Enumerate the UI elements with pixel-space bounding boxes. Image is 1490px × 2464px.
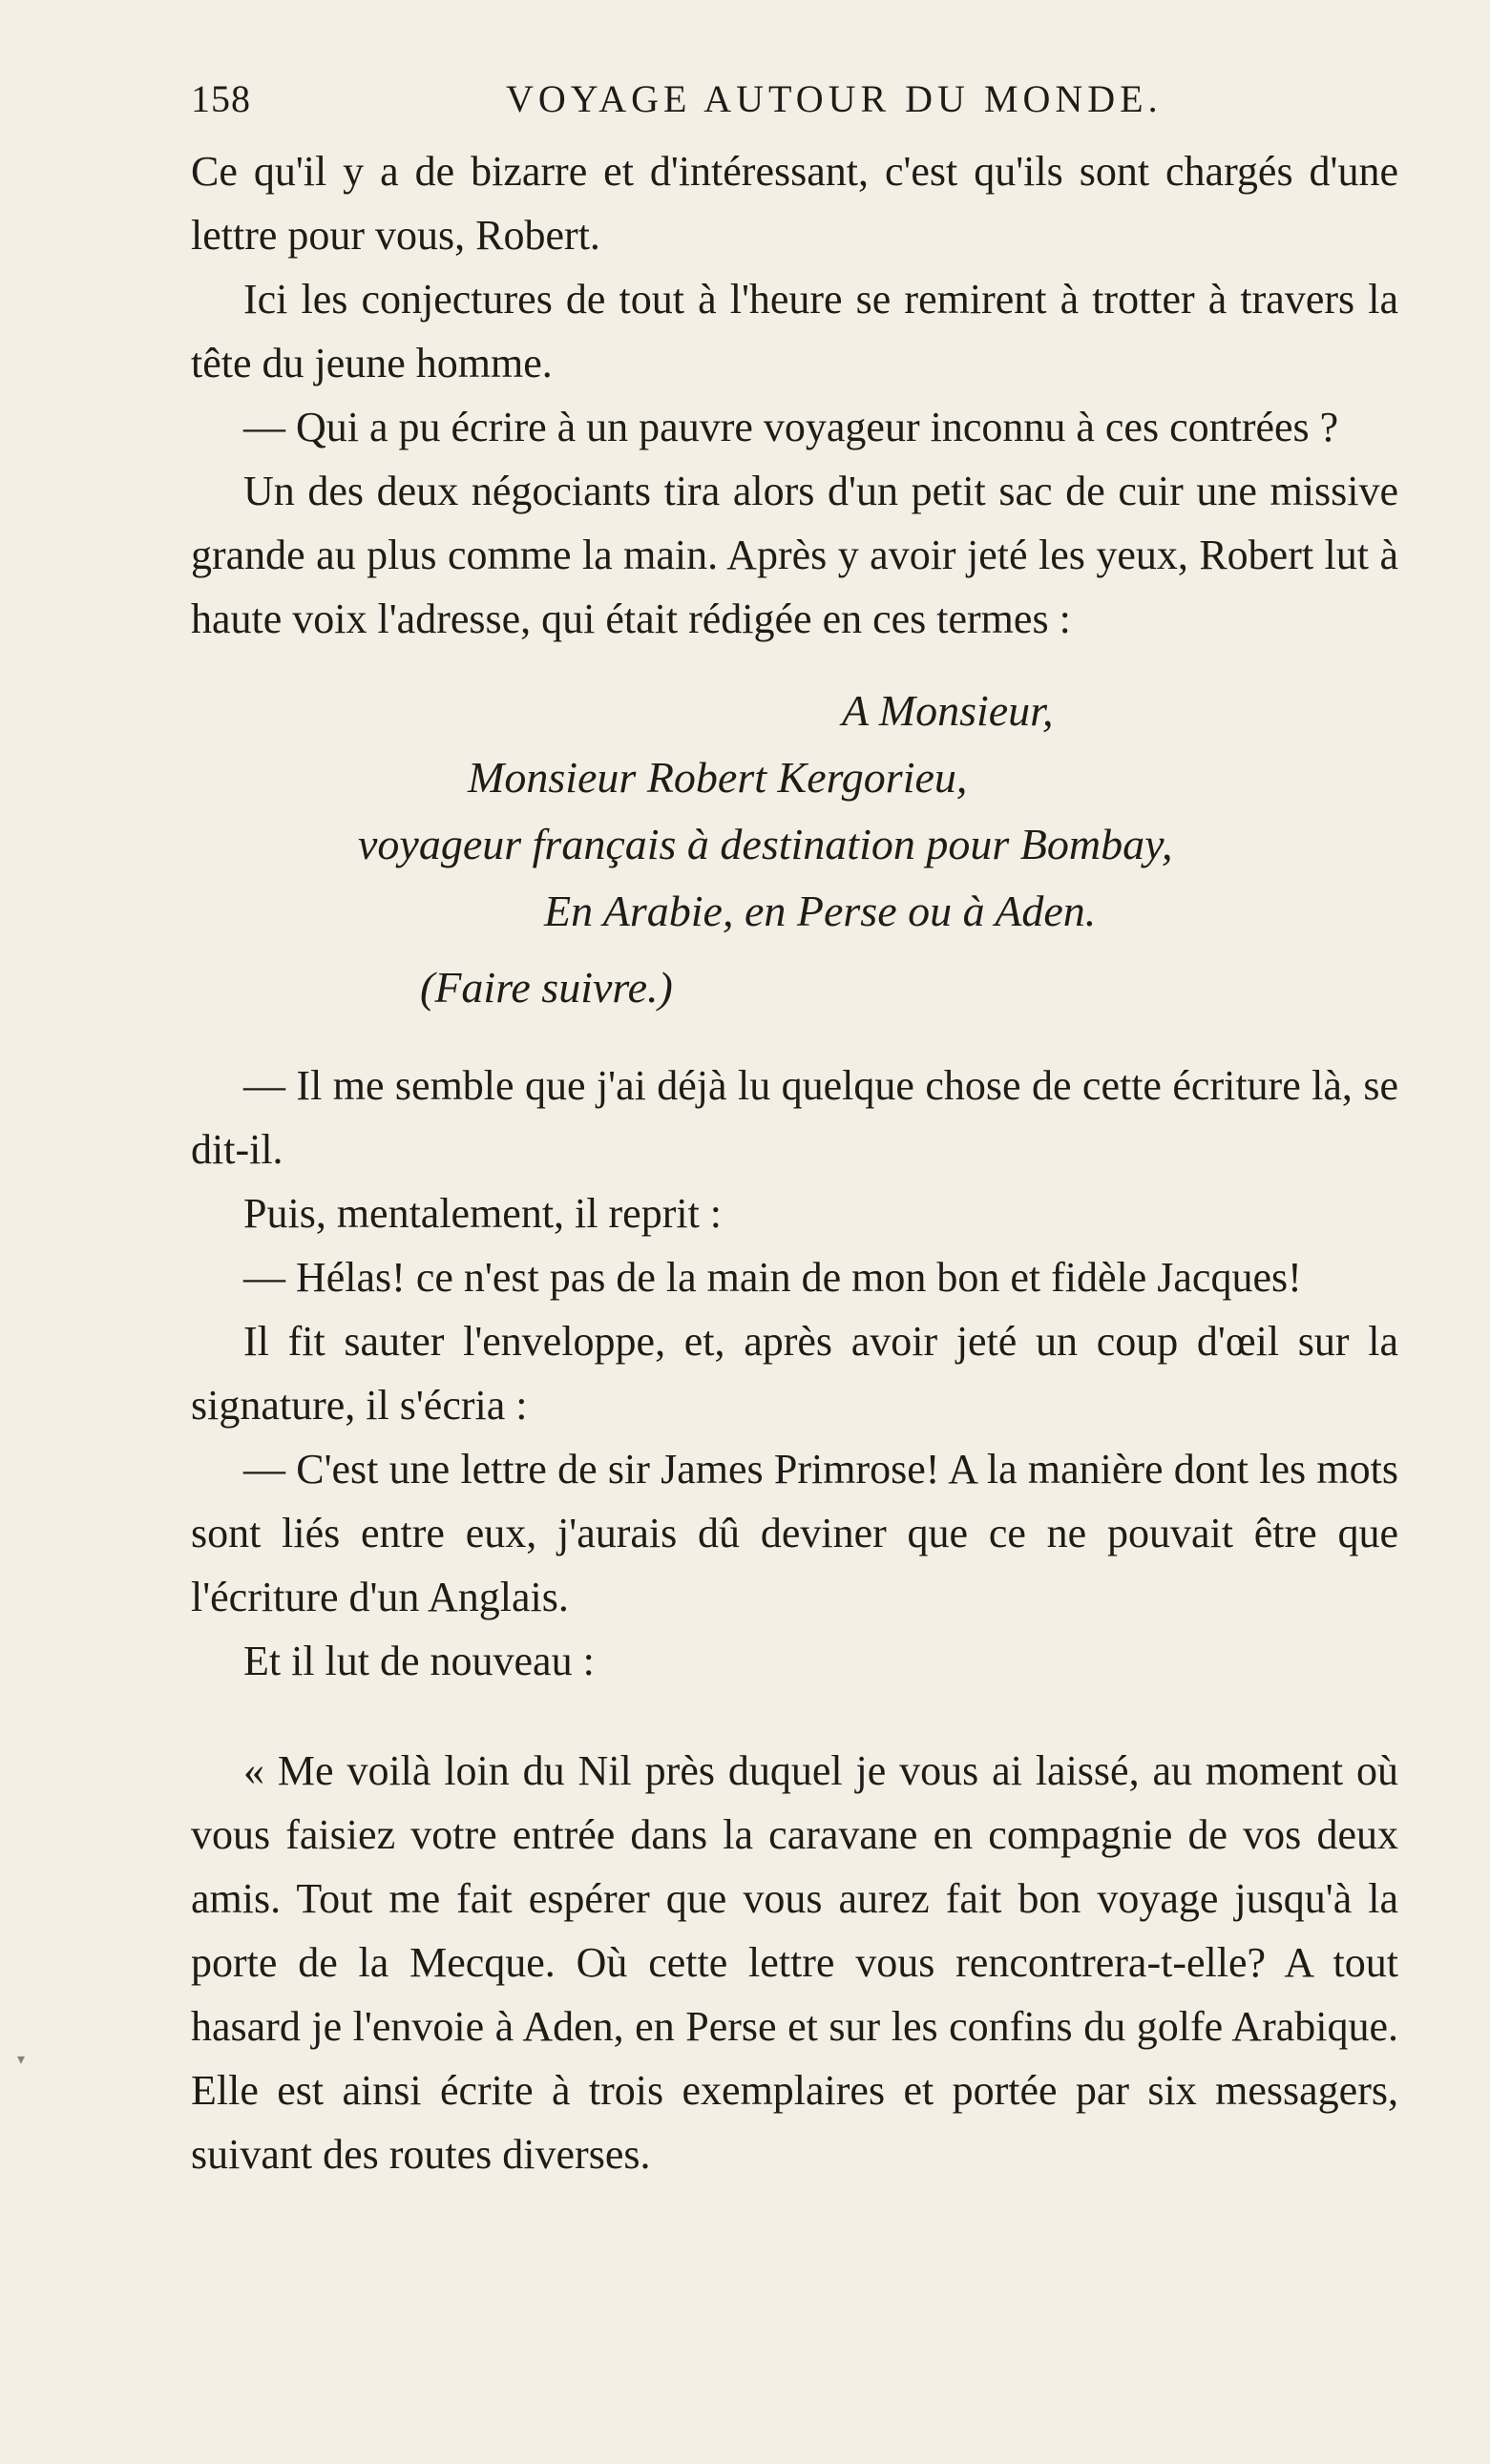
address-note: (Faire suivre.) (420, 963, 673, 1012)
paragraph: Et il lut de nouveau : (243, 1638, 595, 1684)
address-line: A Monsieur, (842, 686, 1054, 735)
paragraph: Il fit sauter l'enveloppe, et, après avoir jeté un coup d'œil sur la signature, il s'écria : (191, 1318, 1398, 1429)
paragraph: Puis, mentalement, il reprit : (243, 1190, 723, 1237)
letter-address (191, 678, 1398, 1021)
margin-mark-icon: ▾ (17, 2052, 26, 2068)
paragraph: Ce qu'il y a de bizarre et d'intéressant, c'est qu'ils sont chargés d'une lettre pour vous, Robert. (191, 148, 1398, 259)
paragraph: — Il me semble que j'ai déjà lu quelque chose de cette écriture là, se dit-il. (191, 1062, 1398, 1173)
running-head (191, 76, 1375, 134)
paragraph: Ici les conjectures de tout à l'heure se remirent à trotter à travers la tête du jeune homme. (191, 276, 1398, 386)
body-text (191, 139, 1398, 2186)
paragraph: — C'est une lettre de sir James Primrose! A la manière dont les mots sont liés entre eux, j'aurais dû deviner que ce ne pouvait être que l'écriture d'un Anglais. (191, 1446, 1398, 1620)
letter-text: « Me voilà loin du Nil près duquel je vous ai laissé, au moment où vous faisiez votre entrée dans la caravane en compagnie de vos deux amis. Tout me fait espérer que vous aurez fait bon voyage jusqu'à la porte de la Mecque. Où cette lettre vous rencontrera-t-elle? A tout hasard je l'envoie à Aden, en Perse et sur les confins du golfe Arabique. Elle est ainsi écrite à trois exemplaires et portée par six messagers, suivant des routes diverses. (191, 1747, 1398, 2178)
paragraph: — Qui a pu écrire à un pauvre voyageur inconnu à ces contrées ? (243, 404, 1339, 450)
running-title: VOYAGE AUTOUR DU MONDE. (506, 77, 1163, 120)
page-number: 158 (191, 77, 251, 120)
spacer (191, 1693, 1398, 1739)
address-line: voyageur français à destination pour Bombay, (358, 820, 1173, 868)
paragraph: Un des deux négociants tira alors d'un petit sac de cuir une missive grande au plus comme la main. Après y avoir jeté les yeux, Robert lut à haute voix l'adresse, qui était rédigée en ces termes : (191, 468, 1398, 642)
paragraph: — Hélas! ce n'est pas de la main de mon bon et fidèle Jacques! (243, 1254, 1302, 1301)
address-line: En Arabie, en Perse ou à Aden. (544, 887, 1097, 935)
spacer (191, 1021, 1398, 1054)
address-line: Monsieur Robert Kergorieu, (468, 753, 968, 802)
